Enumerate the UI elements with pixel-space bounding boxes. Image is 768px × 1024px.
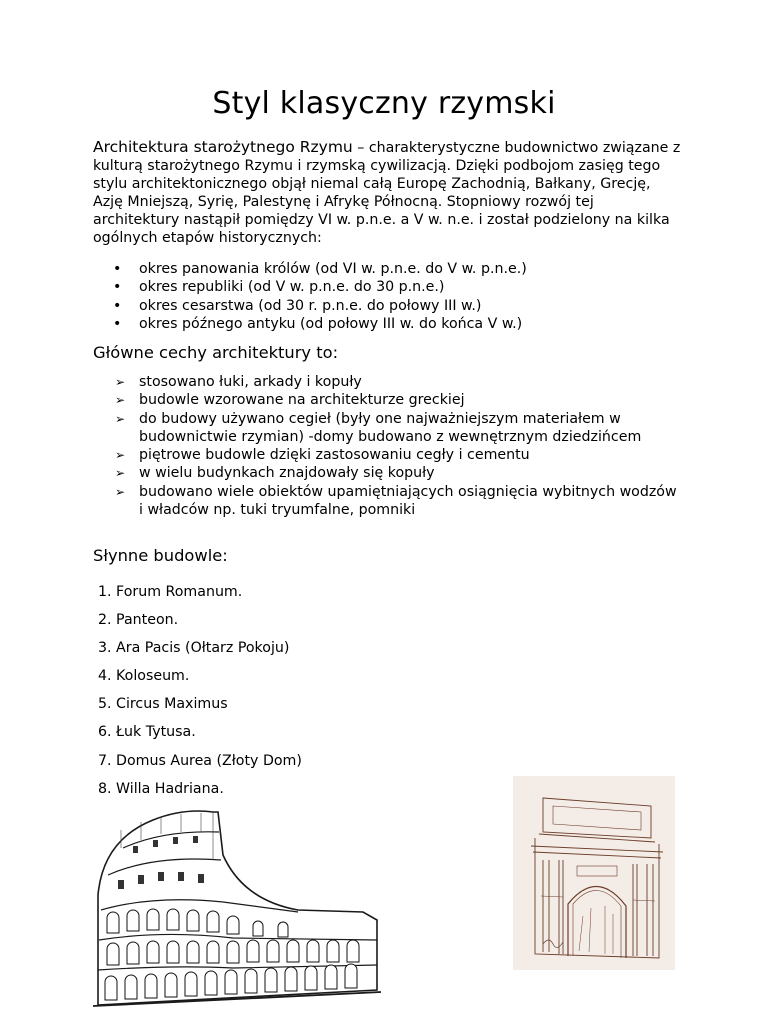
intro-text: – charakterystyczne budownictwo związane z kulturą starożytnego Rzymu i rzymską cywilizacją. Dzięki podbojom zasięg tego stylu architektonicznego objął niemal całą Europę Zachodnią, Bałkany, Grecję, Azję Mniejszą, Syrię, Palestynę i Afrykę Północną. Stopniowy rozwój tej architektury nastąpił pomiędzy VI w. p.n.e. a V w. n.e. i został podzielony na kilka ogólnych etapów historycznych: bbox=[93, 140, 681, 246]
list-item: ➢ w wielu budynkach znajdowały się kopuły bbox=[115, 465, 435, 482]
list-item: • okres cesarstwa (od 30 r. p.n.e. do połowy III w.) bbox=[113, 297, 482, 314]
intro-lead: Architektura starożytnego Rzymu bbox=[93, 138, 353, 156]
list-item: 1. Forum Romanum. bbox=[98, 584, 243, 600]
list-item: ➢ piętrowe budowle dzięki zastosowaniu cegły i cementu bbox=[115, 447, 530, 464]
bullet-icon: • bbox=[113, 261, 122, 277]
page-title: Styl klasyczny rzymski bbox=[212, 86, 556, 121]
list-item: 6. Łuk Tytusa. bbox=[98, 724, 196, 741]
bullet-icon: • bbox=[113, 279, 122, 296]
list-item: ➢ budowle wzorowane na architekturze greckiej bbox=[115, 392, 465, 409]
arrow-bullet-icon: ➢ bbox=[115, 411, 126, 426]
buildings-list bbox=[98, 578, 302, 803]
list-item: ➢ budowano wiele obiektów upamiętniających osiągnięcia wybitnych wodzów i władców np. tuki tryumfalne, pomniki bbox=[115, 483, 677, 519]
list-item: • okres późnego antyku (od połowy III w. do końca V w.) bbox=[113, 315, 523, 332]
arrow-bullet-icon: ➢ bbox=[115, 484, 126, 499]
list-item: 7. Domus Aurea (Złoty Dom) bbox=[98, 752, 302, 769]
list-item: • okres republiki (od V w. p.n.e. do 30 p.n.e.) bbox=[113, 279, 445, 296]
bullet-icon: • bbox=[113, 315, 122, 332]
arrow-bullet-icon: ➢ bbox=[115, 448, 126, 463]
arrow-bullet-icon: ➢ bbox=[115, 375, 126, 389]
list-item: 8. Willa Hadriana. bbox=[98, 780, 224, 797]
list-item: 3. Ara Pacis (Ołtarz Pokoju) bbox=[98, 640, 290, 657]
list-item: 5. Circus Maximus bbox=[98, 696, 228, 713]
arrow-bullet-icon: ➢ bbox=[115, 466, 126, 481]
list-item: ➢ do budowy używano cegieł (były one najważniejszym materiałem w budownictwie rzymian) -domy budowano z wewnętrznym dziedzińcem bbox=[115, 410, 642, 445]
list-item: ➢ stosowano łuki, arkady i kopuły bbox=[115, 374, 362, 390]
arch-of-titus-sketch bbox=[513, 776, 675, 970]
colosseum-image bbox=[93, 800, 383, 1016]
arch-image bbox=[513, 776, 675, 970]
bullet-icon: • bbox=[113, 297, 122, 314]
list-item: 4. Koloseum. bbox=[98, 668, 190, 685]
intro-paragraph bbox=[93, 138, 683, 247]
buildings-heading: Słynne budowle: bbox=[93, 546, 228, 565]
colosseum-sketch bbox=[93, 800, 383, 1016]
features-list bbox=[93, 373, 683, 519]
arrow-bullet-icon: ➢ bbox=[115, 393, 126, 408]
features-heading: Główne cechy architektury to: bbox=[93, 343, 339, 362]
list-item: 2. Panteon. bbox=[98, 612, 179, 629]
periods-list bbox=[93, 260, 527, 333]
list-item: • okres panowania królów (od VI w. p.n.e. do V w. p.n.e.) bbox=[113, 261, 527, 277]
